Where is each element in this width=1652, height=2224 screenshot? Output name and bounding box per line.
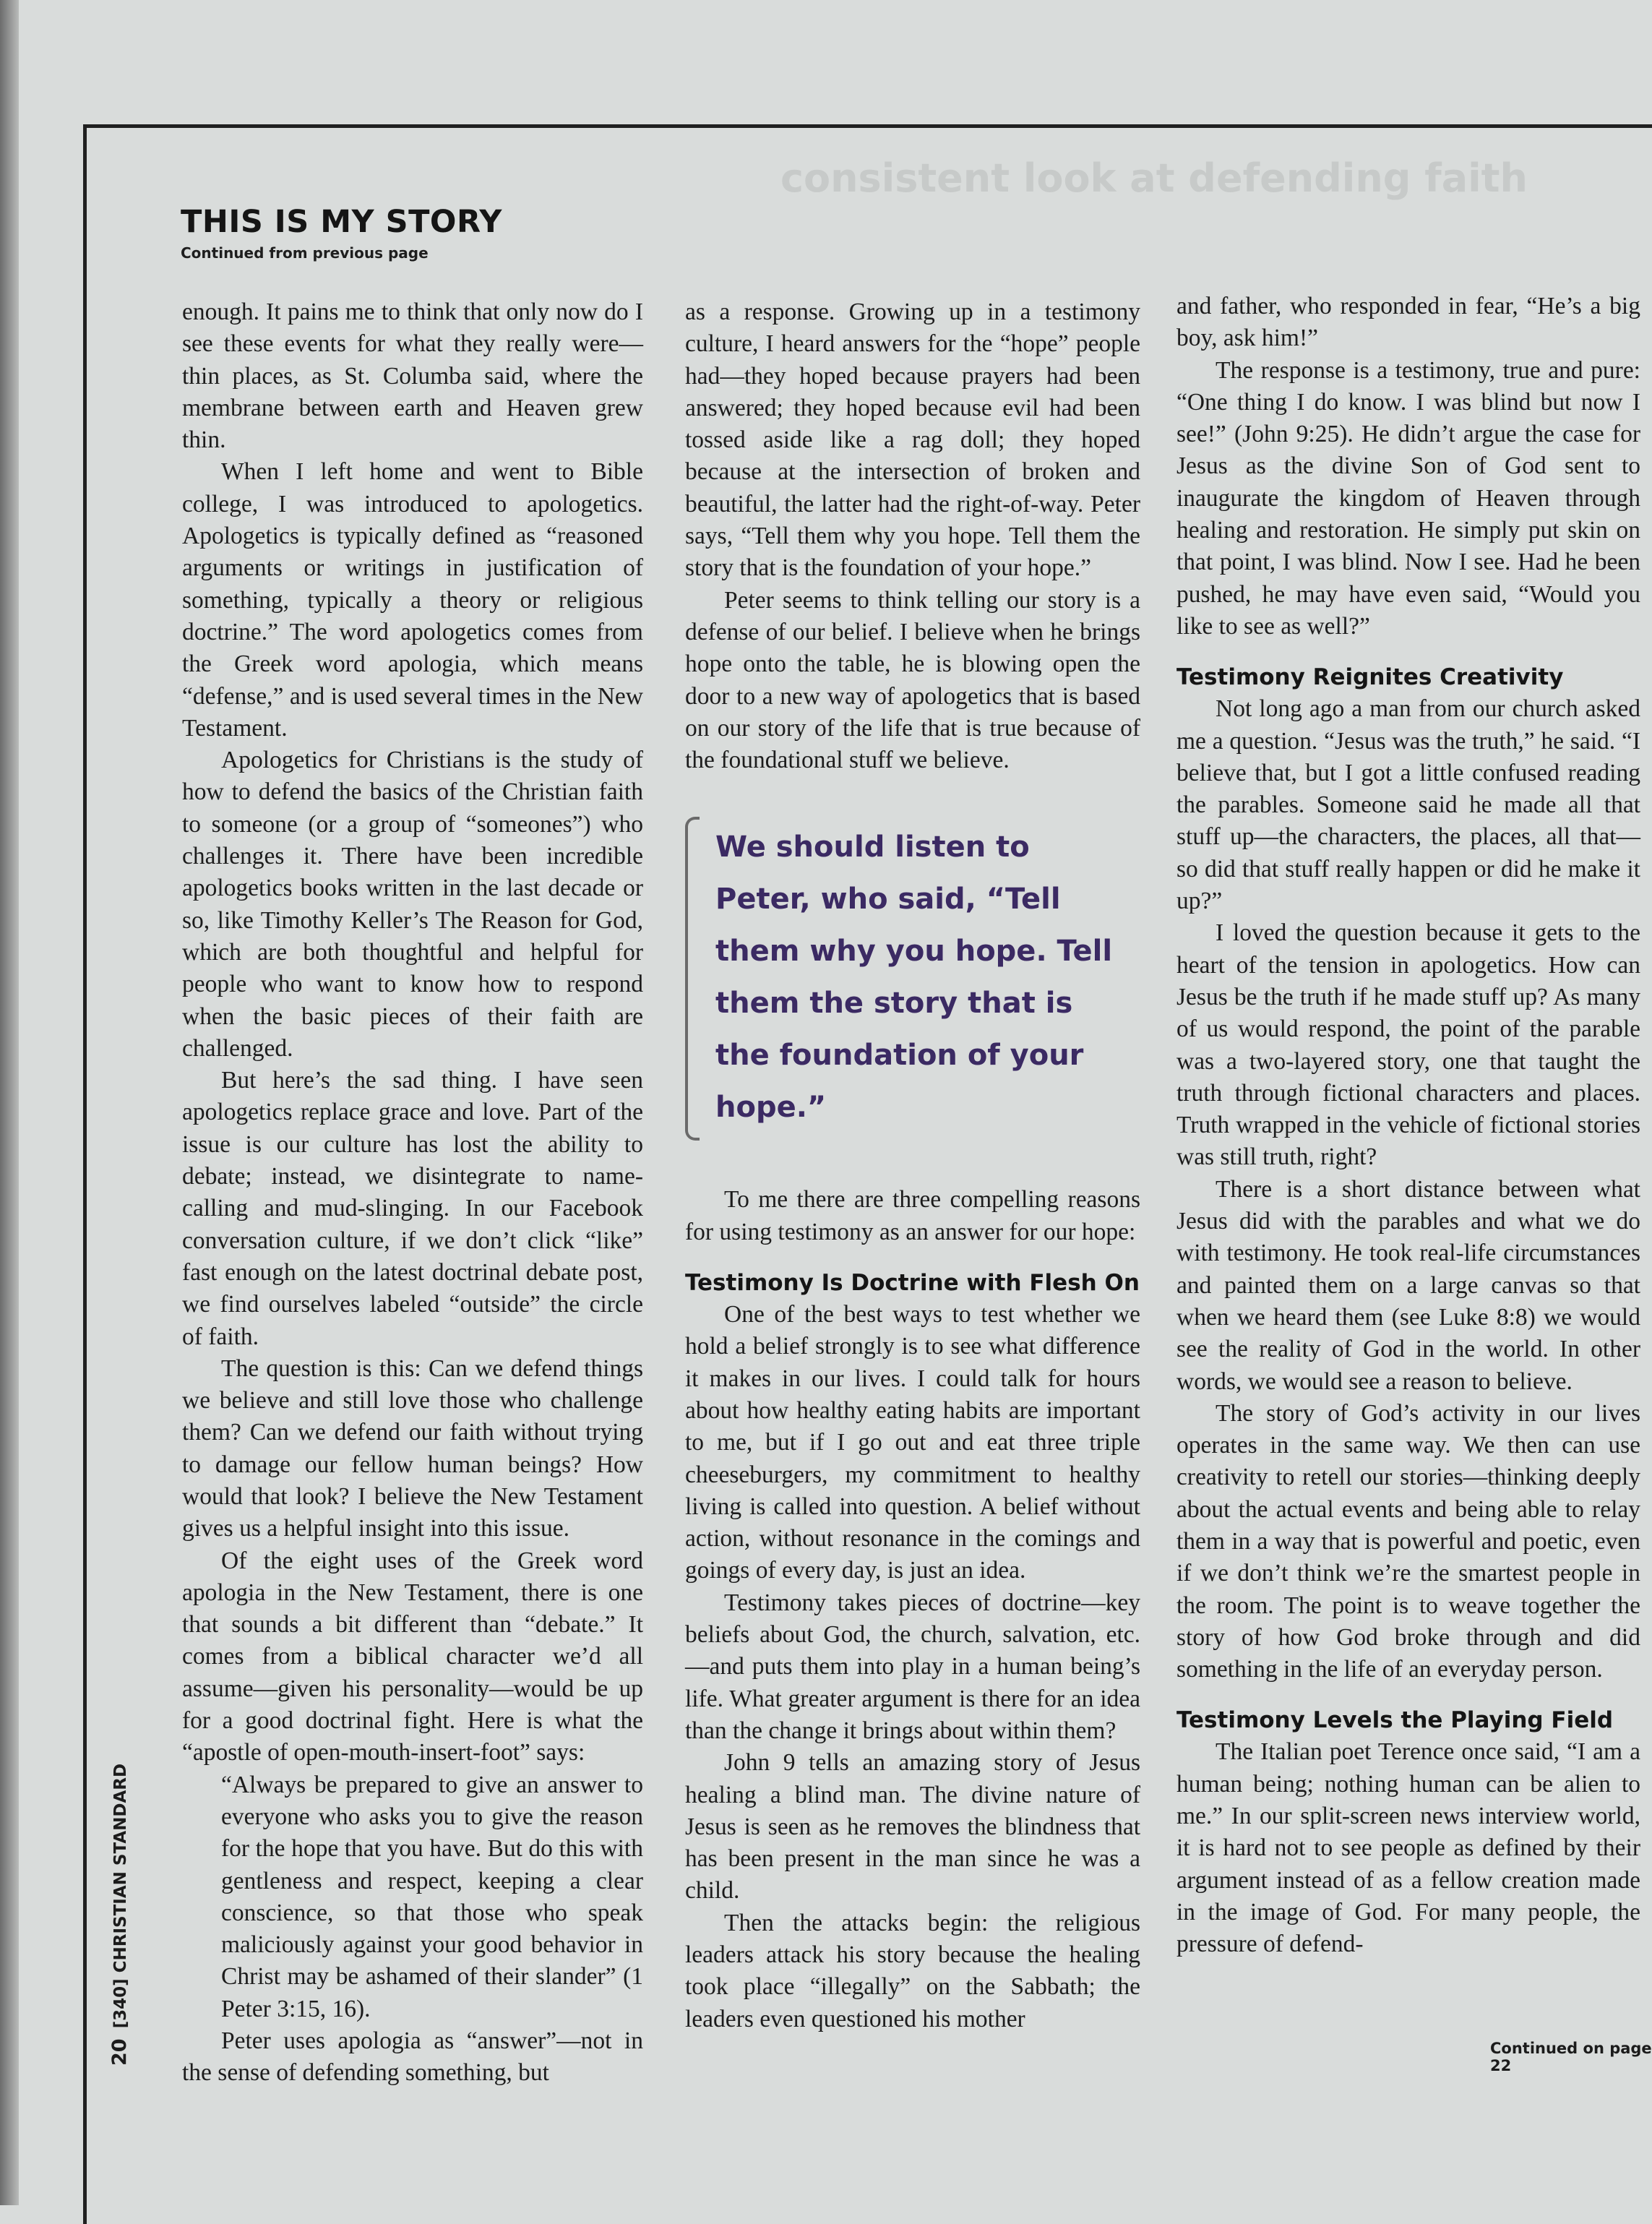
continued-note: Continued from previous page: [181, 244, 429, 262]
paragraph: When I left home and went to Bible college, I was introduced to apologetics. Apologetics is typically defined as “reasoned arguments or writings in justification of something, typically a theory or religious doctrine.” The word apologetics comes from the Greek word apologia, which means “defense,” and is used several times in the New Testament.: [182, 458, 643, 742]
article-header: [181, 204, 502, 262]
pull-quote-bracket: [685, 817, 700, 1141]
page-binding-edge: [0, 0, 19, 2205]
column-1: [182, 296, 643, 2090]
section-heading: Testimony Is Doctrine with Flesh On: [685, 1270, 1140, 1297]
paragraph: Peter uses apologia as “answer”—not in the sense of defending something, but: [182, 2027, 643, 2087]
section-heading: Testimony Reignites Creativity: [1176, 664, 1564, 691]
page-folio: [108, 1764, 131, 2066]
paragraph: The question is this: Can we defend things we believe and still love those who challenge them? Can we defend our faith without trying to damage our fellow human beings? How would that look? I believe the New Testament gives us a helpful insight into this issue.: [182, 1354, 643, 1542]
paragraph: as a response. Growing up in a testimony culture, I heard answers for the “hope” people had—they hoped because prayers had been answered; they hoped because evil had been tossed aside like a rag doll; they hoped because at the intersection of broken and beautiful, the latter had the right-of-way. Peter says, “Tell them why you hope. Tell them the story that is the foundation of your hope.”: [685, 299, 1140, 582]
paragraph: Apologetics for Christians is the study of how to defend the basics of the Christian faith to someone (or a group of “someones”) who challenges it. There have been incredible apologetics books written in the last decade or so, like Timothy Keller’s The Reason for God, which are both thoughtful and helpful for people who want to know how to respond when the basic pieces of their faith are challenged.: [182, 747, 643, 1062]
continued-on-page: Continued on page 22: [1490, 2040, 1652, 2074]
column-2: [685, 296, 1140, 2035]
paragraph: To me there are three compelling reasons for using testimony as an answer for our hope:: [685, 1186, 1140, 1245]
paragraph: Peter seems to think telling our story is a defense of our belief. I believe when he brings hope onto the table, he is blowing open the door to a new way of apologetics that is based on our story of the life that is true because of the foundational stuff we believe.: [685, 586, 1140, 774]
story-title: THIS IS MY STORY: [181, 204, 502, 240]
pull-quote: [685, 817, 1140, 1141]
column-3: [1176, 291, 1640, 1961]
pull-quote-text: We should listen to Peter, who said, “Tell them why you hope. Tell them the story that is the foundation of your hope.”: [715, 830, 1113, 1125]
paragraph: I loved the question because it gets to the heart of the tension in apologetics. How can Jesus be the truth if he made stuff up? As many of us would respond, the point of the parable was a two-layered story, one that taught the truth through fictional characters and places. Truth wrapped in the vehicle of fictional stories was still truth, right?: [1176, 919, 1640, 1171]
page-number: 20: [108, 2038, 131, 2066]
paragraph: enough. It pains me to think that only now do I see these events for what they really were—thin places, as St. Columba said, where the membrane between earth and Heaven grew thin.: [182, 299, 643, 454]
publication-name: [340] CHRISTIAN STANDARD: [111, 1763, 130, 2029]
paragraph: There is a short distance between what Jesus did with the parables and what we do with testimony. He took real-life circumstances and painted them on a large canvas so that when we heard them (see Luke 8:8) we would see the reality of God in the world. In other words, we would see a reason to believe.: [1176, 1175, 1640, 1395]
paragraph: One of the best ways to test whether we hold a belief strongly is to see what difference it makes in our lives. I could talk for hours about how healthy eating habits are important to me, but if I go out and eat three triple cheeseburgers, my commitment to healthy living is called into question. A belief without action, without resonance in the comings and goings of every day, is just an idea.: [685, 1301, 1140, 1584]
scripture-quote: “Always be prepared to give an answer to everyone who asks you to give the reason for the hope that you have. But do this with gentleness and respect, keeping a clear conscience, so that those who speak maliciously against your good behavior in Christ may be ashamed of their slander” (1 Peter 3:15, 16).: [221, 1771, 643, 2022]
section-heading: Testimony Levels the Playing Field: [1176, 1707, 1614, 1734]
paragraph: The response is a testimony, true and pure: “One thing I do know. I was blind but now I see!” (John 9:25). He didn’t argue the case for Jesus as the divine Son of God sent to inaugurate the kingdom of Heaven through healing and restoration. He simply put skin on that point, I was blind. Now I see. Had he been pushed, he may have even said, “Would you like to see as well?”: [1176, 356, 1640, 640]
paragraph: and father, who responded in fear, “He’s a big boy, ask him!”: [1176, 293, 1640, 352]
paragraph: John 9 tells an amazing story of Jesus healing a blind man. The divine nature of Jesus is seen as he removes the blindness that has been present in the man since he was a child.: [685, 1749, 1140, 1905]
paragraph: Testimony takes pieces of doctrine—key beliefs about God, the church, salvation, etc.—and puts them into play in a human being’s life. What greater argument is there for an idea than the change it brings about within them?: [685, 1589, 1140, 1744]
paragraph: The story of God’s activity in our lives operates in the same way. We then can use creativity to retell our stories—thinking deeply about the actual events and being able to relay them in a way that is powerful and poetic, even if we don’t think we’re the smartest people in the room. The point is to weave together the story of how God broke through and did something in the life of an everyday person.: [1176, 1399, 1640, 1683]
paragraph: Then the attacks begin: the religious leaders attack his story because the healing took place “illegally” on the Sabbath; the leaders even questioned his mother: [685, 1909, 1140, 2032]
paragraph: The Italian poet Terence once said, “I am a human being; nothing human can be alien to me.” In our split-screen news interview world, it is hard not to see people as defined by their argument instead of as a fellow creation made in the image of God. For many people, the pressure of defend-: [1176, 1738, 1640, 1958]
paragraph: But here’s the sad thing. I have seen apologetics replace grace and love. Part of the issue is our culture has lost the ability to debate; instead, we disintegrate to name-calling and mud-slinging. In our Facebook conversation culture, if we don’t click “like” fast enough on the latest doctrinal debate post, we find ourselves labeled “outside” the circle of faith.: [182, 1067, 643, 1350]
paragraph: Not long ago a man from our church asked me a question. “Jesus was the truth,” he said. “I believe that, but I got a little confused reading the parables. Someone said he made all that stuff up—the characters, the places, all that—so did that stuff really happen or did he make it up?”: [1176, 695, 1640, 915]
paragraph: Of the eight uses of the Greek word apologia in the New Testament, there is one that sounds a bit different than “debate.” It comes from a biblical character we’d all assume—given his personality—would be up for a good doctrinal fight. Here is what the “apostle of open-mouth-insert-foot” says:: [182, 1547, 643, 1766]
show-through-text: consistent look at defending faith: [780, 155, 1528, 201]
